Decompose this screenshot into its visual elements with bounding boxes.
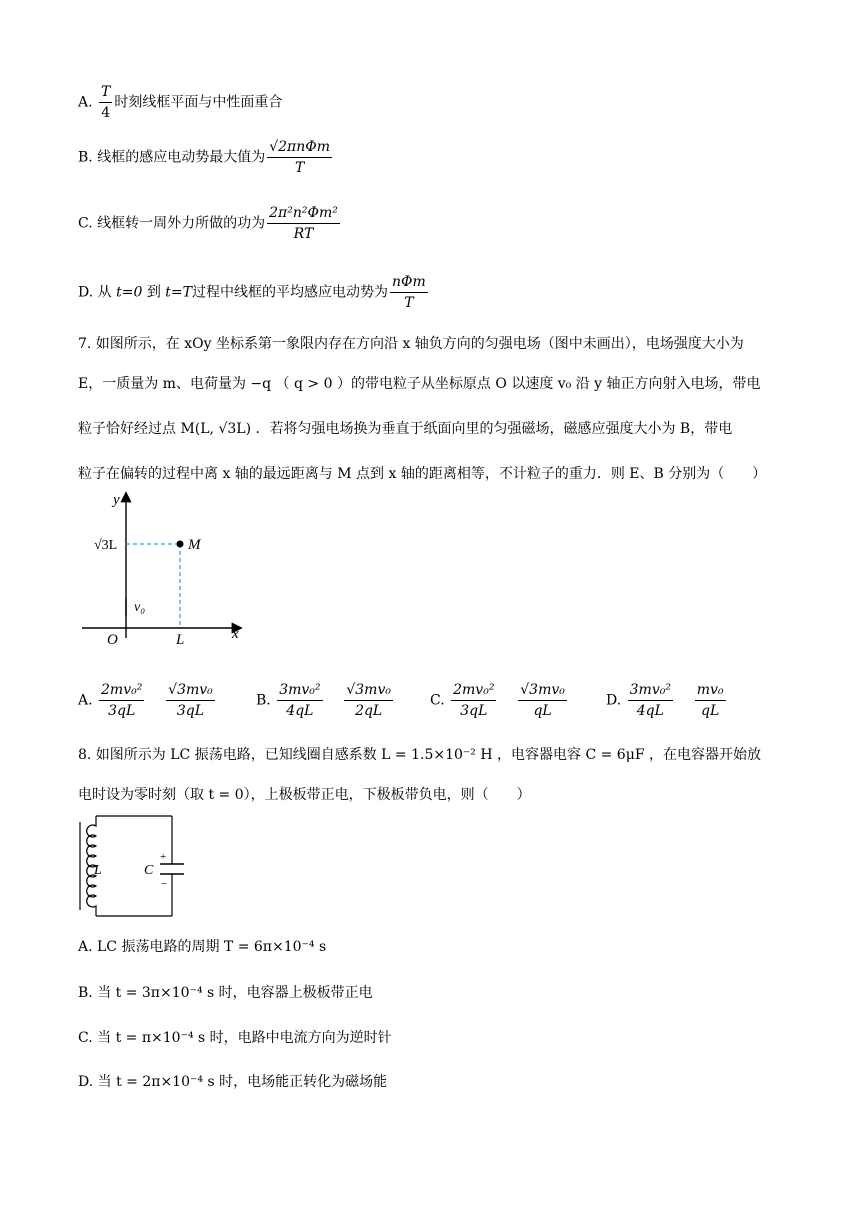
q7-option-b: B. $\frac{\text{3mv₀²}}{4qL}$ $\frac{\text{√3mv₀}}{2qL}$	[256, 682, 391, 719]
q7-option-d: D. $\frac{\text{3mv₀²}}{4qL}$ $\frac{\text{mv₀}}{qL}$	[606, 682, 724, 719]
q6-option-c: C. 线框转一周外力所做的功为 $\frac{\text{2π²n²Φm²}}{RT}$	[78, 205, 338, 242]
q7-stem-line-1: 7. 如图所示，在 xOy 坐标系第一象限内存在方向沿 x 轴负方向的匀强电场（图中未画出），电场强度大小为	[78, 336, 744, 352]
plus-sign: +	[160, 851, 167, 863]
q8-option-c: C. 当 t = π×10⁻⁴ s 时，电路中电流方向为逆时针	[78, 1030, 392, 1046]
minus-sign: −	[161, 878, 168, 890]
q6-d-fraction: $\frac{\text{nΦm}}{T}$	[391, 274, 426, 311]
x-axis-label: x	[232, 626, 239, 642]
q7-stem-line-3: 粒子恰好经过点 M(L, √3L) ．若将匀强电场换为垂直于纸面向里的匀强磁场，磁感应强度大小为 B，带电	[78, 421, 733, 437]
q7-option-a: A. $\frac{\text{2mv₀²}}{3qL}$ $\frac{\text{√3mv₀}}{3qL}$	[78, 682, 213, 719]
q8-option-d: D. 当 t = 2π×10⁻⁴ s 时，电场能正转化为磁场能	[78, 1074, 388, 1090]
y-axis-label: y	[113, 492, 120, 508]
capacitor-label: C	[144, 863, 154, 878]
point-m-label: M	[188, 537, 201, 553]
q7-stem-line-4: 粒子在偏转的过程中离 x 轴的最远距离与 M 点到 x 轴的距离相等，不计粒子的重力．则 E、B 分别为（ ）	[78, 466, 767, 482]
x-tick-label: L	[176, 632, 185, 648]
inductor-label: L	[94, 863, 102, 878]
q8-stem-line-1: 8. 如图所示为 LC 振荡电路，已知线圈自感系数 L = 1.5×10⁻² H ，电容器电容 C = 6μF ，在电容器开始放	[78, 747, 761, 763]
q6-a-fraction: $\frac{T}{4}$	[101, 84, 111, 121]
point-m	[177, 541, 184, 548]
q8-option-b: B. 当 t = 3π×10⁻⁴ s 时，电容器上极板带正电	[78, 985, 373, 1001]
origin-label: O	[107, 632, 118, 648]
q8-option-a: A. LC 振荡电路的周期 T = 6π×10⁻⁴ s	[78, 939, 327, 955]
q6-option-b: B. 线框的感应电动势最大值为 $\frac{\text{√2πnΦm}}{T}$	[78, 139, 331, 176]
q8-lc-circuit-figure	[74, 812, 194, 924]
q6-option-a: A. $\frac{T}{4}$ 时刻线框平面与中性面重合	[78, 84, 283, 121]
q6-c-fraction: $\frac{\text{2π²n²Φm²}}{RT}$	[269, 205, 338, 242]
y-tick-label: √3L	[94, 538, 118, 553]
q7-option-c: C. $\frac{\text{2mv₀²}}{3qL}$ $\frac{\text{√3mv₀}}{qL}$	[430, 682, 565, 719]
q6-option-d: D. 从 t=0 到 t=T过程中线框的平均感应电动势为 $\frac{\text{nΦm}}{T}$	[78, 274, 426, 311]
q7-coordinate-figure	[80, 488, 260, 648]
velocity-label: v₀	[134, 600, 146, 615]
q8-stem-line-2: 电时设为零时刻（取 t = 0），上极板带正电，下极板带负电，则（ ）	[78, 787, 531, 803]
q7-stem-line-2: E，一质量为 m、电荷量为 −q （ q > 0 ）的带电粒子从坐标原点 O 以速度 v₀ 沿 y 轴正方向射入电场，带电	[78, 376, 761, 392]
q6-b-fraction: $\frac{\text{√2πnΦm}}{T}$	[269, 139, 331, 176]
